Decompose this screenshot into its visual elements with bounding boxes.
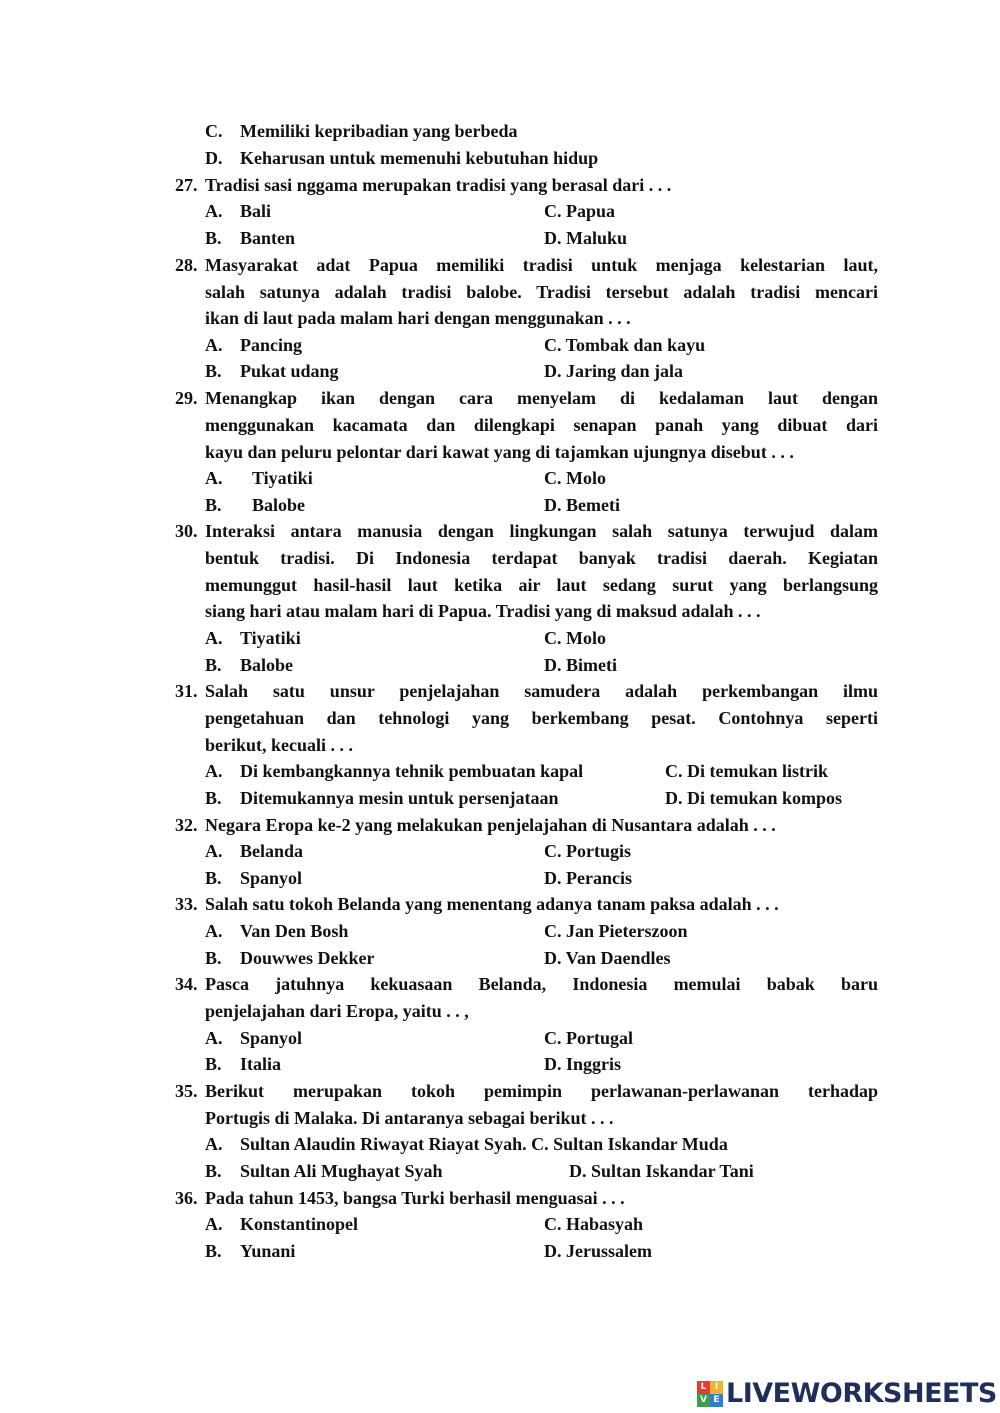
option-d: D. Jerussalem: [544, 1241, 652, 1261]
option-a: A. Tiyatiki: [205, 628, 301, 648]
question-number: 35.: [175, 1081, 198, 1101]
option-d: D. Keharusan untuk memenuhi kebutuhan hidup: [205, 148, 599, 168]
option-a: A. Pancing: [205, 335, 303, 355]
question-number: 31.: [175, 681, 198, 701]
option-d: D. Di temukan kompos: [665, 788, 843, 808]
option-b: B. Balobe: [205, 495, 306, 515]
option-b: B. Ditemukannya mesin untuk persenjataan: [205, 788, 559, 808]
option-c: C. Portugis: [544, 841, 631, 861]
option-b: B. Balobe: [205, 655, 294, 675]
option-b: B. Sultan Ali Mughayat Syah: [205, 1161, 443, 1181]
question-number: 34.: [175, 974, 198, 994]
question-number: 33.: [175, 894, 198, 914]
option-d: D. Sultan Iskandar Tani: [569, 1161, 754, 1181]
option-d: D. Perancis: [544, 868, 632, 888]
question-text: kayu dan peluru pelontar dari kawat yang di tajamkan ujungnya disebut . . .: [205, 442, 794, 462]
option-d: D. Bemeti: [544, 495, 620, 515]
option-a: A. Tiyatiki: [205, 468, 313, 488]
question-text: berikut, kecuali . . .: [205, 735, 354, 755]
option-d: D. Jaring dan jala: [544, 361, 684, 381]
option-d: D. Inggris: [544, 1054, 622, 1074]
question-text: Pasca jatuhnya kekuasaan Belanda, Indonesia memulai babak baru: [205, 974, 878, 994]
option-b: B. Spanyol: [205, 868, 303, 888]
option-c: C. Di temukan listrik: [665, 761, 829, 781]
question-text: pengetahuan dan tehnologi yang berkembang pesat. Contohnya seperti: [205, 708, 878, 728]
option-c: C. Habasyah: [544, 1214, 644, 1234]
option-b: B. Douwwes Dekker: [205, 948, 375, 968]
question-number: 28.: [175, 255, 198, 275]
option-c: C. Memiliki kepribadian yang berbeda: [205, 121, 518, 141]
question-text: ikan di laut pada malam hari dengan menggunakan . . .: [205, 308, 631, 328]
question-text: Menangkap ikan dengan cara menyelam di kedalaman laut dengan: [205, 388, 878, 408]
liveworksheets-logo-icon: [697, 1381, 723, 1407]
logo-icon-cell: L: [697, 1381, 710, 1394]
question-number: 30.: [175, 521, 198, 541]
question-text: Portugis di Malaka. Di antaranya sebagai berikut . . .: [205, 1108, 614, 1128]
question-number: 29.: [175, 388, 198, 408]
option-c: C. Papua: [544, 201, 616, 221]
option-d: D. Maluku: [544, 228, 628, 248]
question-text: Salah satu tokoh Belanda yang menentang adanya tanam paksa adalah . . .: [205, 894, 779, 914]
option-c: C. Portugal: [544, 1028, 633, 1048]
option-c: C. Jan Pieterszoon: [544, 921, 688, 941]
logo-icon-cell: V: [697, 1394, 710, 1407]
question-text: bentuk tradisi. Di Indonesia terdapat banyak tradisi daerah. Kegiatan: [205, 548, 878, 568]
option-a: A. Van Den Bosh: [205, 921, 349, 941]
option-a: A. Sultan Alaudin Riwayat Riayat Syah. C. Sultan Iskandar Muda: [205, 1134, 728, 1154]
option-a: A. Spanyol: [205, 1028, 303, 1048]
question-text: penjelajahan dari Eropa, yaitu . . ,: [205, 1001, 469, 1021]
option-c: C. Tombak dan kayu: [544, 335, 706, 355]
question-text: Berikut merupakan tokoh pemimpin perlawanan-perlawanan terhadap: [205, 1081, 878, 1101]
question-text: Masyarakat adat Papua memiliki tradisi untuk menjaga kelestarian laut,: [205, 255, 878, 275]
question-number: 27.: [175, 175, 198, 195]
option-a: A. Bali: [205, 201, 272, 221]
question-text: Pada tahun 1453, bangsa Turki berhasil menguasai . . .: [205, 1188, 625, 1208]
question-text: siang hari atau malam hari di Papua. Tradisi yang di maksud adalah . . .: [205, 601, 761, 621]
question-number: 32.: [175, 815, 198, 835]
logo-icon-cell: I: [710, 1381, 723, 1394]
option-a: A. Konstantinopel: [205, 1214, 359, 1234]
liveworksheets-logo: [697, 1377, 997, 1411]
question-text: salah satunya adalah tradisi balobe. Tradisi tersebut adalah tradisi mencari: [205, 282, 878, 302]
question-text: menggunakan kacamata dan dilengkapi senapan panah yang dibuat dari: [205, 415, 878, 435]
option-b: B. Italia: [205, 1054, 282, 1074]
question-text: Interaksi antara manusia dengan lingkungan salah satunya terwujud dalam: [205, 521, 878, 541]
option-a: A. Belanda: [205, 841, 304, 861]
option-c: C. Molo: [544, 628, 606, 648]
question-text: Negara Eropa ke-2 yang melakukan penjelajahan di Nusantara adalah . . .: [205, 815, 776, 835]
question-text: memunggut hasil-hasil laut ketika air laut sedang surut yang berlangsung: [205, 575, 878, 595]
option-b: B. Yunani: [205, 1241, 296, 1261]
option-d: D. Bimeti: [544, 655, 617, 675]
option-c: C. Molo: [544, 468, 606, 488]
liveworksheets-logo-text: LIVEWORKSHEETS: [726, 1378, 997, 1409]
option-d: D. Van Daendles: [544, 948, 671, 968]
question-text: Tradisi sasi nggama merupakan tradisi yang berasal dari . . .: [205, 175, 672, 195]
question-number: 36.: [175, 1188, 198, 1208]
question-text: Salah satu unsur penjelajahan samudera adalah perkembangan ilmu: [205, 681, 878, 701]
option-a: A. Di kembangkannya tehnik pembuatan kapal: [205, 761, 584, 781]
logo-icon-cell: E: [710, 1394, 723, 1407]
option-b: B. Pukat udang: [205, 361, 339, 381]
option-b: B. Banten: [205, 228, 296, 248]
